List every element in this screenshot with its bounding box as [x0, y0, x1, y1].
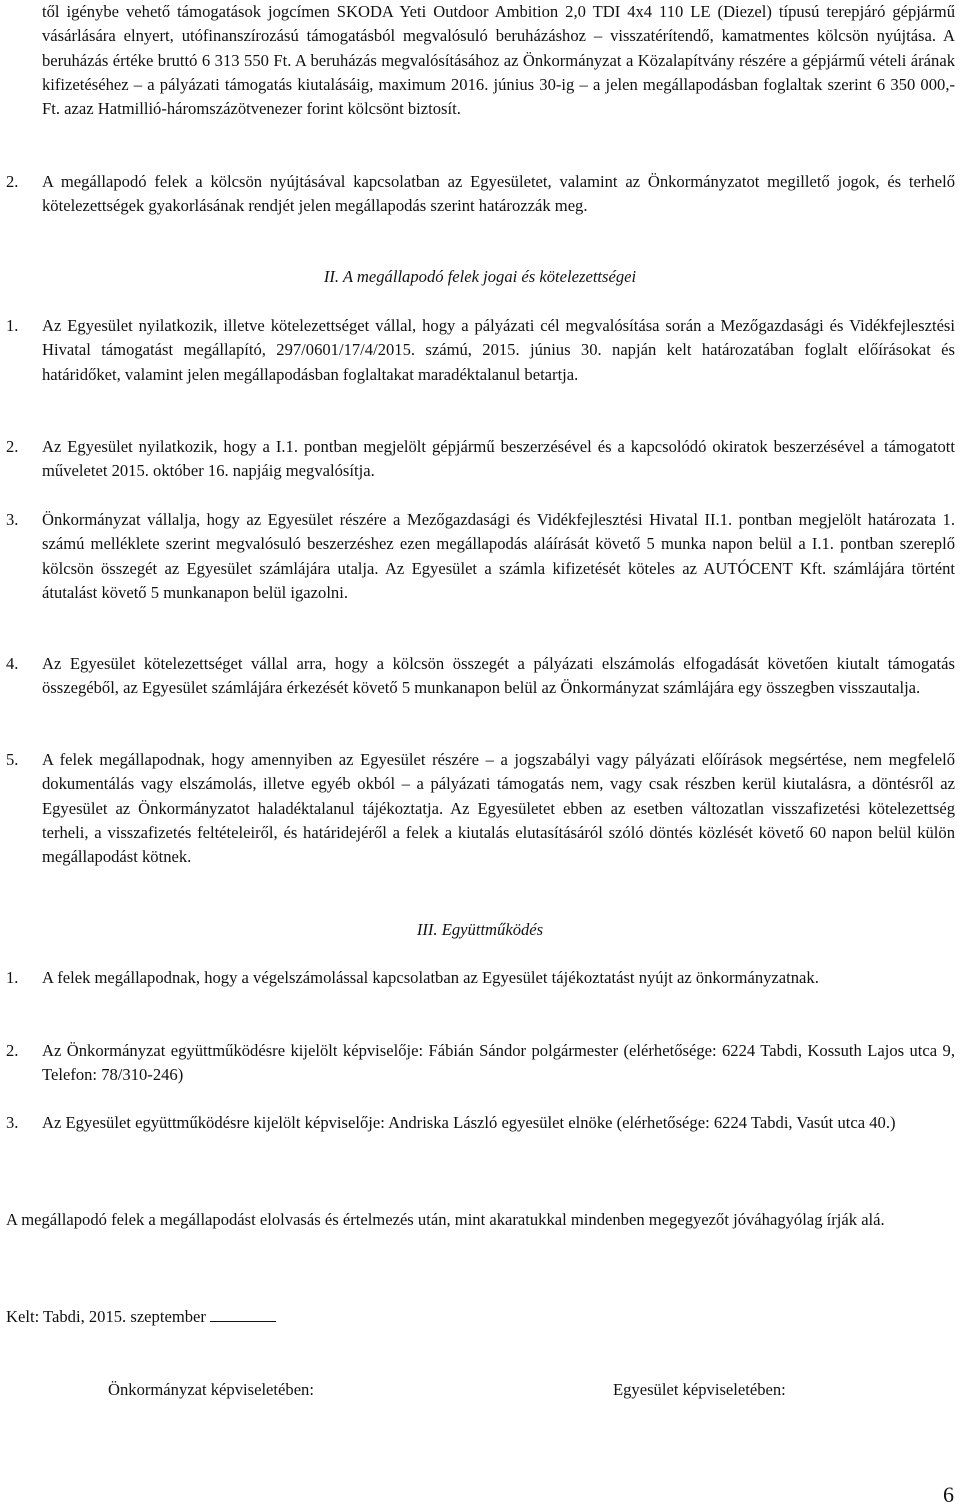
item-text: Az Egyesület nyilatkozik, illetve kötelezettséget vállal, hogy a pályázati cél megvalósítása során a Mezőgazdasági és Vidékfejlesztési Hivatal támogatást megállapító, 297/0601/17/4/2015. számú, 2015. június 30. napján kelt határozatában foglalt előírásokat és határidőket, valamint jelen megállapodásban foglaltakat maradéktalanul betartja.: [42, 316, 955, 384]
item-text: Az Egyesület nyilatkozik, hogy a I.1. pontban megjelölt gépjármű beszerzésével és a kapcsolódó okiratok beszerzésével a támogatott műveletet 2015. október 16. napjáig megvalósítja.: [42, 437, 955, 481]
item-text: A megállapodó felek a kölcsön nyújtásával kapcsolatban az Egyesületet, valamint az Önkormányzatot megillető jogok, és terhelő kötelezettségek gyakorlásának rendjét jelen megállapodás szerint határozzák meg.: [42, 172, 955, 216]
section3-item-3: [6, 1111, 955, 1135]
section3-item-2: [6, 1039, 955, 1088]
section2-item-3: [6, 508, 955, 605]
item-number: 2.: [6, 172, 19, 191]
item-number: 3.: [6, 1113, 19, 1132]
section2-item-4: [6, 652, 955, 701]
date-text: Kelt: Tabdi, 2015. szeptember: [6, 1307, 206, 1326]
item-number: 1.: [6, 968, 19, 987]
date-blank-line: [210, 1307, 276, 1322]
item-number: 5.: [6, 750, 19, 769]
item-text: Önkormányzat vállalja, hogy az Egyesület részére a Mezőgazdasági és Vidékfejlesztési Hivatal II.1. pontban megjelölt határozata 1. számú melléklete szerint megvalósuló beszerzéshez ezen megállapodás aláírását követő 5 munka napon belül a I.1. pontban szereplő kölcsön összegét az Egyesület számlájára utalja. Az Egyesület a számla kifizetését köteles az AUTÓCENT Kft. számlájára történt átutalást követő 5 munkanapon belül igazolni.: [42, 510, 955, 602]
item-text: Az Egyesület kötelezettséget vállal arra, hogy a kölcsön összegét a pályázati elszámolás elfogadását követően kiutalt támogatás összegéből, az Egyesület számlájára érkezését követő 5 munkanapon belül az Önkormányzat számlájára egy összegben visszautalja.: [42, 654, 955, 698]
item-text: Az Egyesület együttműködésre kijelölt képviselője: Andriska László egyesület elnöke (elérhetősége: 6224 Tabdi, Vasút utca 40.): [42, 1113, 896, 1132]
section1-item-2: [6, 170, 955, 219]
section2-item-1: [6, 314, 955, 387]
section2-item-2: [6, 435, 955, 484]
item-number: 2.: [6, 1041, 19, 1060]
item-number: 1.: [6, 316, 19, 335]
intro-paragraph: től igénybe vehető támogatások jogcímen SKODA Yeti Outdoor Ambition 2,0 TDI 4x4 110 LE (Diezel) típusú terepjáró gépjármű vásárlására elnyert, utófinanszírozású támogatásból megvalósuló beruházáshoz – visszatérítendő, kamatmentes kölcsön nyújtása. A beruházás értéke bruttó 6 313 550 Ft. A beruházás megvalósításához az Önkormányzat a Közalapítvány részére a gépjármű vételi árának kifizetéséhez – a pályázati támogatás kiutalásáig, maximum 2016. június 30-ig – a jelen megállapodásban foglaltak szerint 6 350 000,- Ft. azaz Hatmillió-háromszázötvenezer forint kölcsönt biztosít.: [42, 2, 955, 119]
section3-item-1: [6, 966, 955, 990]
item-number: 2.: [6, 437, 19, 456]
closing-paragraph: A megállapodó felek a megállapodást elolvasás és értelmezés után, mint akaratukkal mindenben megegyezőt jóváhagyólag írják alá.: [6, 1210, 885, 1229]
item-text: A felek megállapodnak, hogy a végelszámolással kapcsolatban az Egyesület tájékoztatást nyújt az önkormányzatnak.: [42, 968, 819, 987]
item-text: A felek megállapodnak, hogy amennyiben az Egyesület részére – a jogszabályi vagy pályázati előírások megsértése, nem megfelelő dokumentálás vagy elszámolás, illetve egyéb okból – a pályázati támogatás nem, vagy csak részben kerül kiutalásra, a döntésről az Egyesület az Önkormányzatot haladéktalanul tájékoztatja. Az Egyesületet ebben az esetben változatlan visszafizetési kötelezettség terheli, a visszafizetés feltételeiről, és határidejéről a felek a kiutalás elutasításáról szóló döntés közlését követő 60 napon belül külön megállapodást kötnek.: [42, 750, 955, 867]
section2-item-5: [6, 748, 955, 869]
page-number: 6: [943, 1482, 954, 1507]
signature-label-left: Önkormányzat képviseletében:: [108, 1380, 314, 1399]
heading-section-3: III. Együttműködés: [416, 920, 544, 939]
item-text: Az Önkormányzat együttműködésre kijelölt képviselője: Fábián Sándor polgármester (elérhetősége: 6224 Tabdi, Kossuth Lajos utca 9, Telefon: 78/310-246): [42, 1041, 955, 1085]
heading-section-2: II. A megállapodó felek jogai és kötelezettségei: [323, 267, 637, 286]
signature-label-right: Egyesület képviseletében:: [613, 1380, 786, 1399]
date-line: [6, 1305, 955, 1329]
item-number: 4.: [6, 654, 19, 673]
item-number: 3.: [6, 510, 19, 529]
